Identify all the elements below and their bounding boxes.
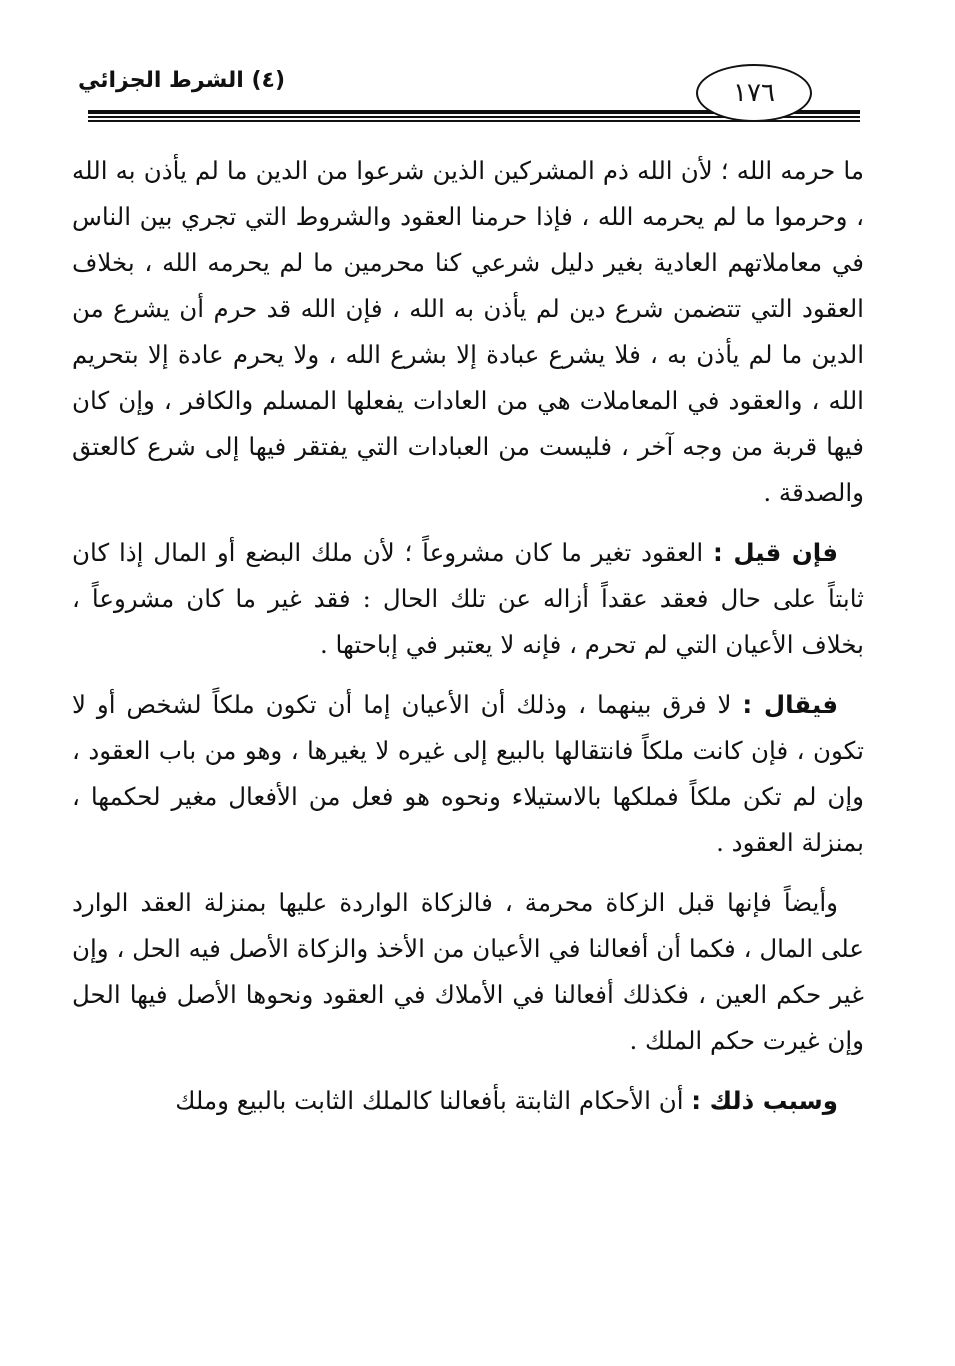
chapter-title: (٤) الشرط الجزائي [78,68,285,93]
paragraph [72,682,864,866]
paragraph [72,530,864,668]
page-header [78,58,860,130]
paragraph-text: العقود تغير ما كان مشروعاً ؛ لأن ملك البضع أو المال إذا كان ثابتاً على حال فعقد عقداً أزاله عن تلك الحال : فقد غير ما كان مشروعاً ، بخلاف الأعيان التي لم تحرم ، فإنه لا يعتبر في إباحتها . [72,538,864,659]
paragraph [72,880,864,1064]
page-number: ١٧٦ [696,64,812,122]
paragraph-text: أن الأحكام الثابتة بأفعالنا كالملك الثابت بالبيع وملك [175,1086,684,1115]
paragraph-lead: فيقال : [742,690,838,719]
paragraph-text: ما حرمه الله ؛ لأن الله ذم المشركين الذين شرعوا من الدين ما لم يأذن به الله ، وحرموا ما لم يحرمه الله ، فإذا حرمنا العقود والشروط التي تجري بين الناس في معاملاتهم العادية بغير دليل شرعي كنا محرمين ما لم يحرمه الله ، بخلاف العقود التي تتضمن شرع دين لم يأذن به الله ، فإن الله قد حرم أن يشرع من الدين ما لم يأذن به ، فلا يشرع عبادة إلا بشرع الله ، ولا يحرم عادة إلا بتحريم الله ، والعقود في المعاملات هي من العادات يفعلها المسلم والكافر ، وإن كان فيها قربة من وجه آخر ، فليست من العبادات التي يفتقر فيها إلى شرع كالعتق والصدقة . [72,156,864,507]
paragraph-text: لا فرق بينهما ، وذلك أن الأعيان إما أن تكون ملكاً لشخص أو لا تكون ، فإن كانت ملكاً فانتقالها بالبيع إلى غيره لا يغيرها ، وهو من باب العقود ، وإن لم تكن ملكاً فملكها بالاستيلاء ونحوه هو فعل من الأفعال مغير لحكمها ، بمنزلة العقود . [72,690,864,857]
paragraph [72,1078,864,1124]
paragraph [72,148,864,516]
page-body [72,148,864,1124]
paragraph-text: وأيضاً فإنها قبل الزكاة محرمة ، فالزكاة الواردة عليها بمنزلة العقد الوارد على المال ، فكما أن أفعالنا في الأعيان من الأخذ والزكاة الأصل فيه الحل ، وإن غير حكم العين ، فكذلك أفعالنا في الأملاك في العقود ونحوها الأصل فيها الحل وإن غيرت حكم الملك . [72,888,864,1055]
paragraph-lead: فإن قيل : [713,538,838,567]
paragraph-lead: وسبب ذلك : [691,1086,838,1115]
